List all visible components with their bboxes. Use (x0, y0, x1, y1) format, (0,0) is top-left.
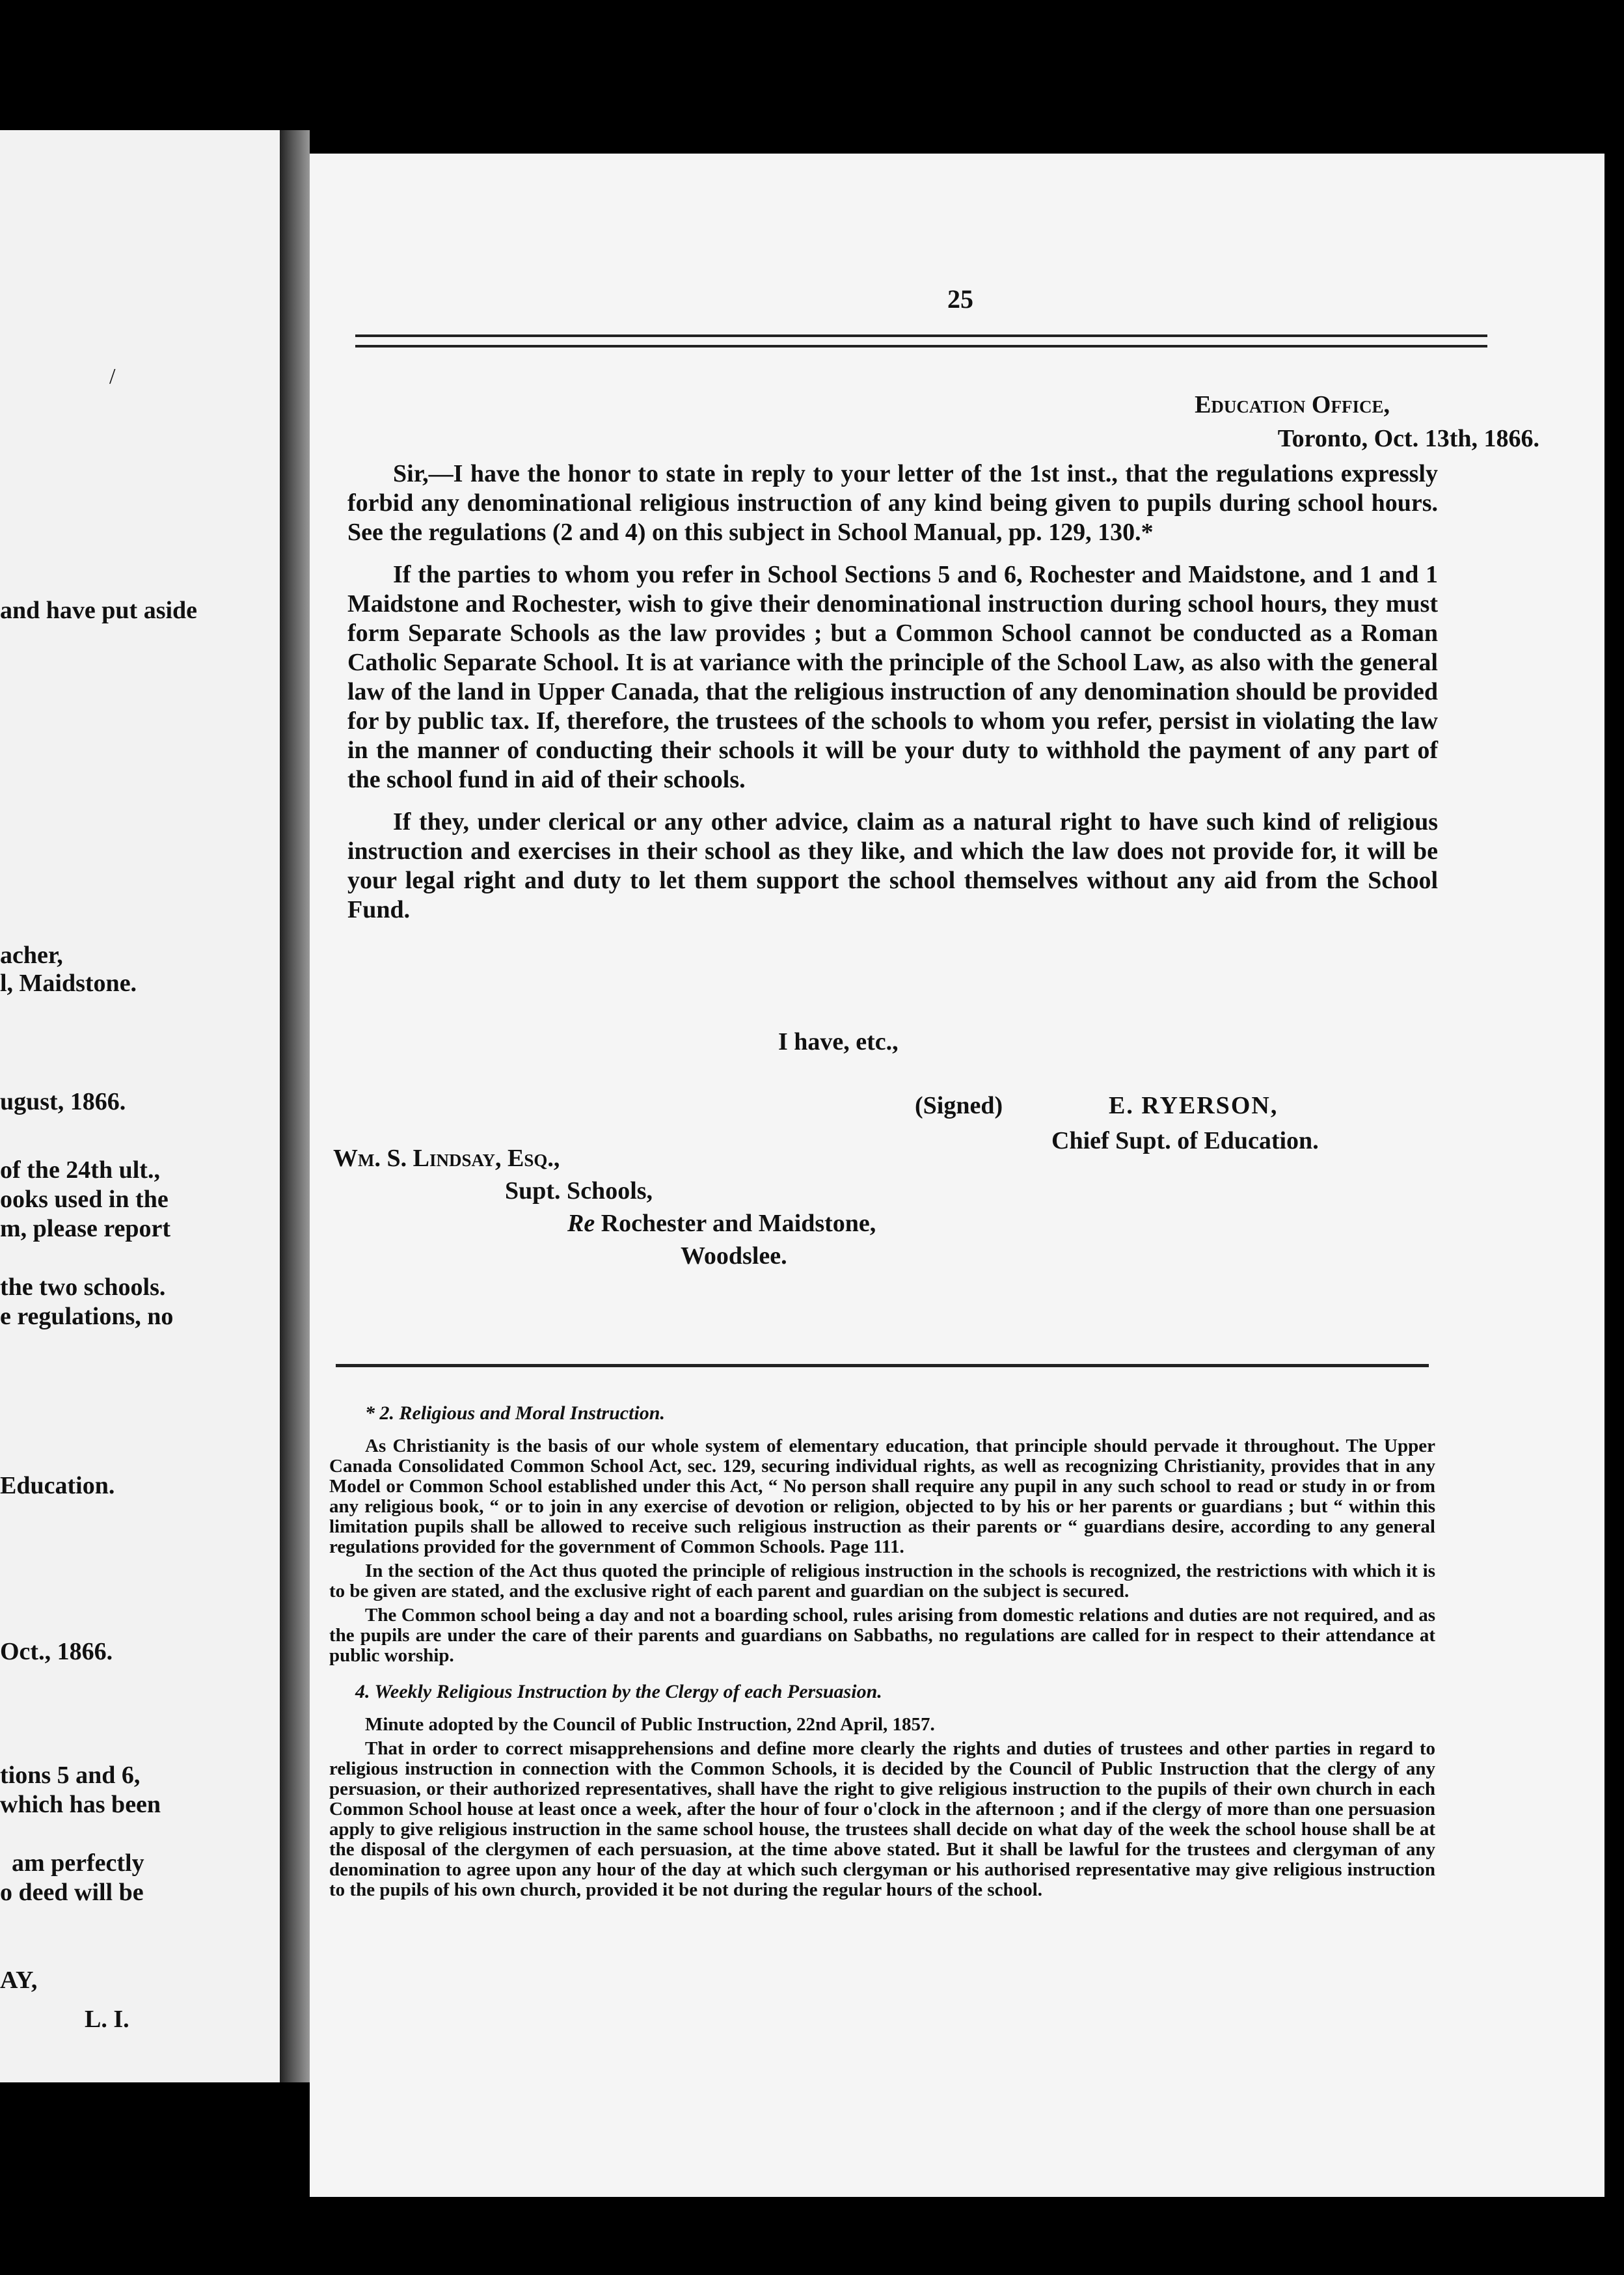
book-gutter (280, 130, 310, 2082)
left-text-line: ooks used in the (0, 1186, 169, 1213)
footnote-heading: * 2. Religious and Moral Instruction. (365, 1402, 665, 1424)
left-text-line: AY, (0, 1967, 38, 1994)
footnote-block (329, 1403, 1435, 1904)
footnote-paragraph: As Christianity is the basis of our whole system of elementary education, that principle should pervade it throughout. The Upper Canada Consolidated Common School Act, sec. 129, securing individual rights, as well as recognizing Christianity, provides that in any Model or Common School established under this Act, “ No person shall require any pupil in any such school to read or study in or from any religious book, “ or to join in any exercise of devotion or religion, objected to by his or her parents or guardians ; but “ within this limitation pupils shall be allowed to receive such religious instruction as their parents or “ guardians desire, according to any general regulations provided for the government of Common Schools. Page 111. (329, 1436, 1435, 1557)
page-number: 25 (947, 284, 973, 314)
left-text-line: of the 24th ult., (0, 1156, 160, 1184)
stray-mark: / (109, 364, 116, 388)
left-text-line: Oct., 1866. (0, 1638, 113, 1665)
addressee-re (567, 1208, 876, 1239)
footnote-paragraph: That in order to correct misapprehensions and define more clearly the rights and duties of trustees and other parties in regard to religious instruction in connection with the Common Schools, it is decided by the Council of Public Instruction that the clergy of any persuasion, or their authorized representatives, shall have the right to give religious instruction to the pupils of their own church in each Common School house at least once a week, after the hour of four o'clock in the afternoon ; and if the clergy of more than one persuasion apply to give religious instruction in the same school house, the trustees shall decide on what day of the week the school house shall be at the disposal of the clergymen of each persuasion, at the time above stated. But it shall be lawful for the trustees and clergyman of any denomination to agree upon any hour of the day at which such clergyman or his authorised representative may give religious instruction to the pupils of his own church, provided it be not during the regular hours of the school. (329, 1738, 1435, 1900)
letter-paragraph: If the parties to whom you refer in School Sections 5 and 6, Rochester and Maidstone, and 1 and 1 Maidstone and Rochester, wish to give their denominational instruction during school hours, they must form Separate Schools as the law provides ; but a Common School cannot be conducted as a Roman Catholic Separate School. It is at variance with the principle of the School Law, as also with the general law of the land in Upper Canada, that the religious instruction of any denomination should be provided for by public tax. If, therefore, the trustees of the schools to whom you refer, persist in violating the law in the manner of conducting their schools it will be your duty to withhold the payment of any part of the school fund in aid of their schools. (347, 561, 1438, 793)
place-date: Toronto, Oct. 13th, 1866. (1277, 425, 1539, 452)
footnote-paragraph: Minute adopted by the Council of Public Instruction, 22nd April, 1857. (365, 1714, 935, 1735)
header-double-rule (355, 334, 1487, 347)
letter-paragraph: Sir,—I have the honor to state in reply to your letter of the 1st inst., that the regulations expressly forbid any denominational religious instruction of any kind being given to pupils during school hours. See the regulations (2 and 4) on this subject in School Manual, pp. 129, 130.* (347, 460, 1438, 546)
left-page-fragment (0, 130, 280, 2082)
left-text-line: which has been (0, 1791, 161, 1818)
left-text-line: am perfectly (12, 1849, 144, 1877)
left-text-line: tions 5 and 6, (0, 1762, 141, 1789)
left-text-line: e regulations, no (0, 1303, 174, 1330)
left-text-line: L. I. (85, 2006, 129, 2033)
footnote-paragraph: In the section of the Act thus quoted the principle of religious instruction in the schools is recognized, the restrictions with which it is to be given are stated, and the exclusive right of each parent and guardian on the subject is secured. (329, 1560, 1435, 1601)
re-text: Rochester and Maidstone, (595, 1210, 876, 1237)
right-page (310, 154, 1604, 2197)
left-text-line: the two schools. (0, 1274, 166, 1301)
footnote-rule (336, 1364, 1429, 1367)
letter-heading (700, 388, 1539, 456)
addressee-title: Supt. Schools, (505, 1177, 653, 1205)
left-text-line: ugust, 1866. (0, 1088, 126, 1115)
left-text-line: acher, (0, 942, 63, 969)
office-name: Education Office, (1195, 391, 1390, 418)
signed-label: (Signed) (915, 1092, 1003, 1119)
left-text-line: l, Maidstone. (0, 970, 137, 997)
letter-paragraph: If they, under clerical or any other advice, claim as a natural right to have such kind of religious instruction and exercises in their school as they like, and which the law does not provide for, it will be your legal right and duty to let them support the school themselves without any aid from the School Fund. (347, 808, 1438, 923)
signatory-name: E. RYERSON, (1109, 1092, 1279, 1119)
re-prefix: Re (567, 1210, 595, 1237)
left-text-line: m, please report (0, 1215, 171, 1242)
footnote-paragraph: The Common school being a day and not a boarding school, rules arising from domestic relations and duties are not required, and as the pupils are under the care of their parents and guardians on Sabbaths, no regulations are called for in respect to their attendance at public worship. (329, 1605, 1435, 1666)
letter-body (347, 459, 1438, 938)
signatory-title: Chief Supt. of Education. (1051, 1127, 1319, 1154)
closing-phrase: I have, etc., (778, 1028, 899, 1056)
addressee-name: Wm. S. Lindsay, Esq., (333, 1145, 560, 1172)
left-text-line: o deed will be (0, 1879, 144, 1906)
left-text-line: Education. (0, 1472, 115, 1499)
left-text-line: and have put aside (0, 597, 198, 624)
footnote-heading-2: 4. Weekly Religious Instruction by the Clergy of each Persuasion. (355, 1681, 882, 1702)
addressee-place: Woodslee. (681, 1242, 787, 1270)
